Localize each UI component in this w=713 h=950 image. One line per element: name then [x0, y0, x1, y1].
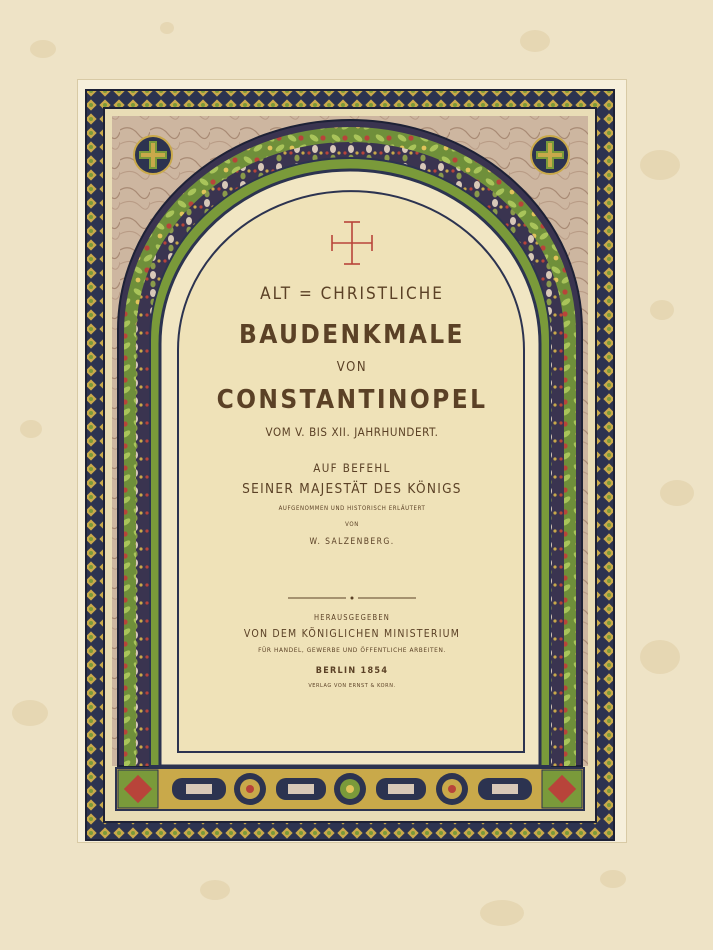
date-range: VOM V. BIS XII. JAHRHUNDERT. [265, 425, 439, 439]
commission-line: AUF BEFEHL [313, 461, 391, 475]
title-text-block [180, 270, 524, 689]
main-title-city: CONSTANTINOPEL [216, 385, 488, 415]
rosette-icon [436, 773, 468, 805]
place-year: BERLIN 1854 [315, 666, 389, 676]
author-von: VON [345, 521, 359, 528]
rosette-icon [334, 773, 366, 805]
corner-cross-icon [134, 136, 172, 174]
author-name: W. SALZENBERG. [309, 537, 395, 547]
publisher-imprint: VERLAG VON ERNST & KORN. [308, 683, 396, 689]
patron-line: SEINER MAJESTÄT DES KÖNIGS [242, 481, 462, 497]
main-title: BAUDENKMALE [239, 320, 465, 350]
rosette-icon [234, 773, 266, 805]
ministry-line: VON DEM KÖNIGLICHEN MINISTERIUM [243, 628, 461, 640]
title-line-von: VON [336, 360, 368, 375]
corner-cross-icon [531, 136, 569, 174]
title-line-1: ALT = CHRISTLICHE [260, 284, 444, 304]
publisher-heading: HERAUSGEGEBEN [313, 613, 391, 622]
recorded-line: AUFGENOMMEN UND HISTORISCH ERLÄUTERT [278, 505, 426, 512]
ministry-subline: FÜR HANDEL, GEWERBE UND ÖFFENTLICHE ARBEITEN. [258, 646, 446, 654]
